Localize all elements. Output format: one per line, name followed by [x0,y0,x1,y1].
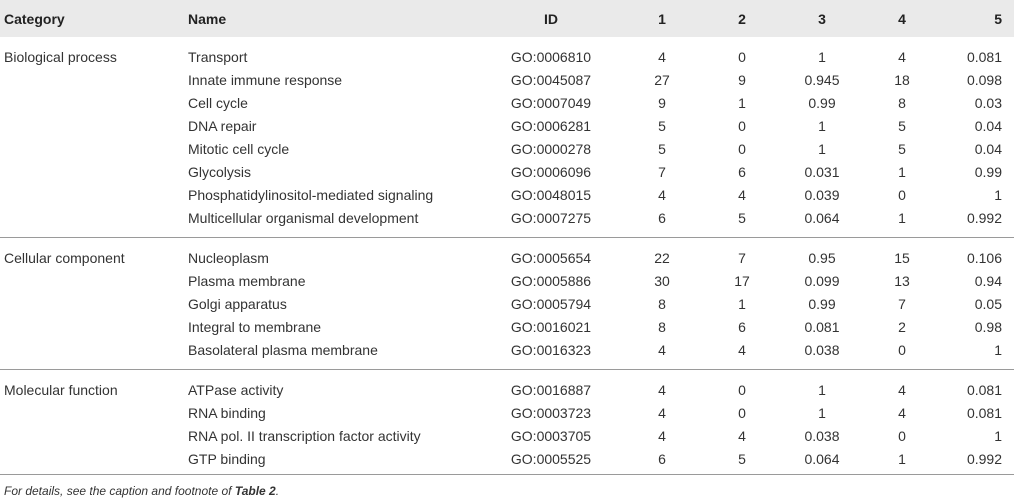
header-category: Category [4,10,65,27]
col-4-cell: 18 [894,71,910,88]
col-3-cell: 1 [818,404,826,421]
col-3-cell: 0.99 [808,295,836,312]
col-2-cell: 9 [738,71,746,88]
table-row [0,370,1014,401]
category-cell: Molecular function [4,381,118,398]
col-2-cell: 17 [734,272,750,289]
category-cell [0,91,188,114]
col-2-cell: 0 [738,117,746,134]
id-cell: GO:0005794 [510,295,592,312]
footnote-suffix: . [275,484,280,498]
col-2-cell: 5 [738,209,746,226]
col-5-cell: 0.94 [974,272,1002,289]
col-4-cell: 0 [898,186,906,203]
category-cell: Cellular component [4,249,125,266]
col-3-cell: 0.099 [804,272,840,289]
table-row [0,401,1014,424]
table-footnote [4,484,279,498]
col-2-cell: 1 [738,94,746,111]
col-1-cell: 22 [654,249,670,266]
name-cell: Plasma membrane [188,272,306,289]
name-cell: Glycolysis [188,163,252,180]
col-2-cell: 1 [738,295,746,312]
table-row [0,424,1014,447]
col-2-cell: 4 [738,341,746,358]
id-cell: GO:0000278 [510,140,592,157]
name-cell: Multicellular organismal development [188,209,419,226]
col-5-cell: 0.05 [974,295,1002,312]
col-1-cell: 27 [654,71,670,88]
col-1-cell: 4 [658,404,666,421]
table-row [0,206,1014,238]
col-2-cell: 0 [738,48,746,65]
col-5-cell: 0.04 [974,117,1002,134]
category-cell [0,315,188,338]
col-3-cell: 0.95 [808,249,836,266]
table-row [0,37,1014,68]
col-2-cell: 6 [738,318,746,335]
table-row [0,68,1014,91]
table-body [0,37,1014,478]
col-1-cell: 4 [658,341,666,358]
category-cell [0,114,188,137]
name-cell: Mitotic cell cycle [188,140,290,157]
col-4-cell: 13 [894,272,910,289]
header-col-2: 2 [738,10,746,27]
table-row [0,238,1014,269]
name-cell: Innate immune response [188,71,343,88]
id-cell: GO:0003723 [510,404,592,421]
col-2-cell: 6 [738,163,746,180]
category-cell [0,338,188,370]
col-4-cell: 1 [898,209,906,226]
col-4-cell: 0 [898,427,906,444]
col-1-cell: 8 [658,318,666,335]
col-2-cell: 4 [738,427,746,444]
category-cell [0,183,188,206]
col-4-cell: 7 [898,295,906,312]
col-4-cell: 8 [898,94,906,111]
col-3-cell: 0.064 [804,450,840,467]
header-name: Name [188,10,227,27]
col-3-cell: 1 [818,48,826,65]
name-cell: DNA repair [188,117,257,134]
name-cell: Golgi apparatus [188,295,287,312]
id-cell: GO:0005654 [510,249,592,266]
name-cell: Transport [188,48,248,65]
category-cell [0,137,188,160]
col-3-cell: 0.038 [804,427,840,444]
table-row [0,292,1014,315]
name-cell: Phosphatidylinositol-mediated signaling [188,186,434,203]
name-cell: Cell cycle [188,94,248,111]
table-row [0,338,1014,370]
col-1-cell: 6 [658,450,666,467]
col-1-cell: 7 [658,163,666,180]
col-1-cell: 30 [654,272,670,289]
col-5-cell: 0.106 [966,249,1002,266]
table-row [0,160,1014,183]
col-1-cell: 5 [658,140,666,157]
header-col-4: 4 [898,10,906,27]
footnote-prefix: For details, see the caption and footnote of [4,484,235,498]
category-cell [0,424,188,447]
col-3-cell: 0.038 [804,341,840,358]
col-5-cell: 1 [994,427,1002,444]
col-4-cell: 0 [898,341,906,358]
col-4-cell: 5 [898,117,906,134]
col-5-cell: 0.081 [966,381,1002,398]
col-5-cell: 0.99 [974,163,1002,180]
col-4-cell: 4 [898,381,906,398]
col-2-cell: 0 [738,140,746,157]
id-cell: GO:0016323 [510,341,592,358]
col-1-cell: 5 [658,117,666,134]
footnote-table-ref: Table 2 [234,484,276,498]
id-cell: GO:0048015 [510,186,592,203]
name-cell: GTP binding [188,450,266,467]
col-2-cell: 7 [738,249,746,266]
col-3-cell: 1 [818,117,826,134]
col-3-cell: 0.945 [804,71,840,88]
name-cell: Integral to membrane [188,318,322,335]
col-2-cell: 0 [738,381,746,398]
col-3-cell: 0.99 [808,94,836,111]
col-3-cell: 1 [818,381,826,398]
col-5-cell: 1 [994,186,1002,203]
col-1-cell: 4 [658,427,666,444]
col-1-cell: 8 [658,295,666,312]
table-row [0,183,1014,206]
table-row [0,315,1014,338]
id-cell: GO:0006096 [510,163,592,180]
col-4-cell: 1 [898,163,906,180]
id-cell: GO:0016887 [510,381,592,398]
col-1-cell: 6 [658,209,666,226]
category-cell [0,269,188,292]
id-cell: GO:0045087 [510,71,592,88]
col-5-cell: 0.098 [966,71,1002,88]
col-4-cell: 4 [898,48,906,65]
col-5-cell: 0.992 [966,450,1002,467]
col-5-cell: 0.04 [974,140,1002,157]
table-row [0,137,1014,160]
col-2-cell: 5 [738,450,746,467]
table-row [0,91,1014,114]
name-cell: Basolateral plasma membrane [188,341,378,358]
category-cell [0,292,188,315]
col-4-cell: 2 [898,318,906,335]
col-5-cell: 0.03 [974,94,1002,111]
name-cell: Nucleoplasm [188,249,269,266]
col-1-cell: 4 [658,381,666,398]
category-cell [0,401,188,424]
col-5-cell: 0.081 [966,48,1002,65]
header-row [0,0,1014,37]
col-4-cell: 5 [898,140,906,157]
col-4-cell: 4 [898,404,906,421]
id-cell: GO:0006810 [510,48,592,65]
table-header [0,0,1014,37]
category-cell: Biological process [4,48,117,65]
header-col-1: 1 [658,10,666,27]
col-3-cell: 0.081 [804,318,840,335]
col-3-cell: 0.039 [804,186,840,203]
col-4-cell: 15 [894,249,910,266]
col-2-cell: 4 [738,186,746,203]
table-row [0,269,1014,292]
col-3-cell: 1 [818,140,826,157]
id-cell: GO:0003705 [510,427,592,444]
name-cell: ATPase activity [188,381,284,398]
id-cell: GO:0006281 [510,117,592,134]
header-col-3: 3 [818,10,826,27]
col-4-cell: 1 [898,450,906,467]
table-row [0,114,1014,137]
table-bottom-rule [0,474,1014,475]
col-1-cell: 9 [658,94,666,111]
col-3-cell: 0.031 [804,163,840,180]
header-id: ID [544,10,558,27]
id-cell: GO:0005886 [510,272,592,289]
name-cell: RNA binding [188,404,266,421]
id-cell: GO:0007275 [510,209,592,226]
col-3-cell: 0.064 [804,209,840,226]
col-5-cell: 1 [994,341,1002,358]
id-cell: GO:0005525 [510,450,592,467]
col-5-cell: 0.992 [966,209,1002,226]
category-cell [0,160,188,183]
col-5-cell: 0.081 [966,404,1002,421]
col-2-cell: 0 [738,404,746,421]
col-5-cell: 0.98 [974,318,1002,335]
id-cell: GO:0016021 [510,318,592,335]
col-1-cell: 4 [658,186,666,203]
name-cell: RNA pol. II transcription factor activity [188,427,421,444]
category-cell [0,68,188,91]
header-col-5: 5 [994,10,1002,27]
category-cell [0,206,188,238]
id-cell: GO:0007049 [510,94,592,111]
col-1-cell: 4 [658,48,666,65]
